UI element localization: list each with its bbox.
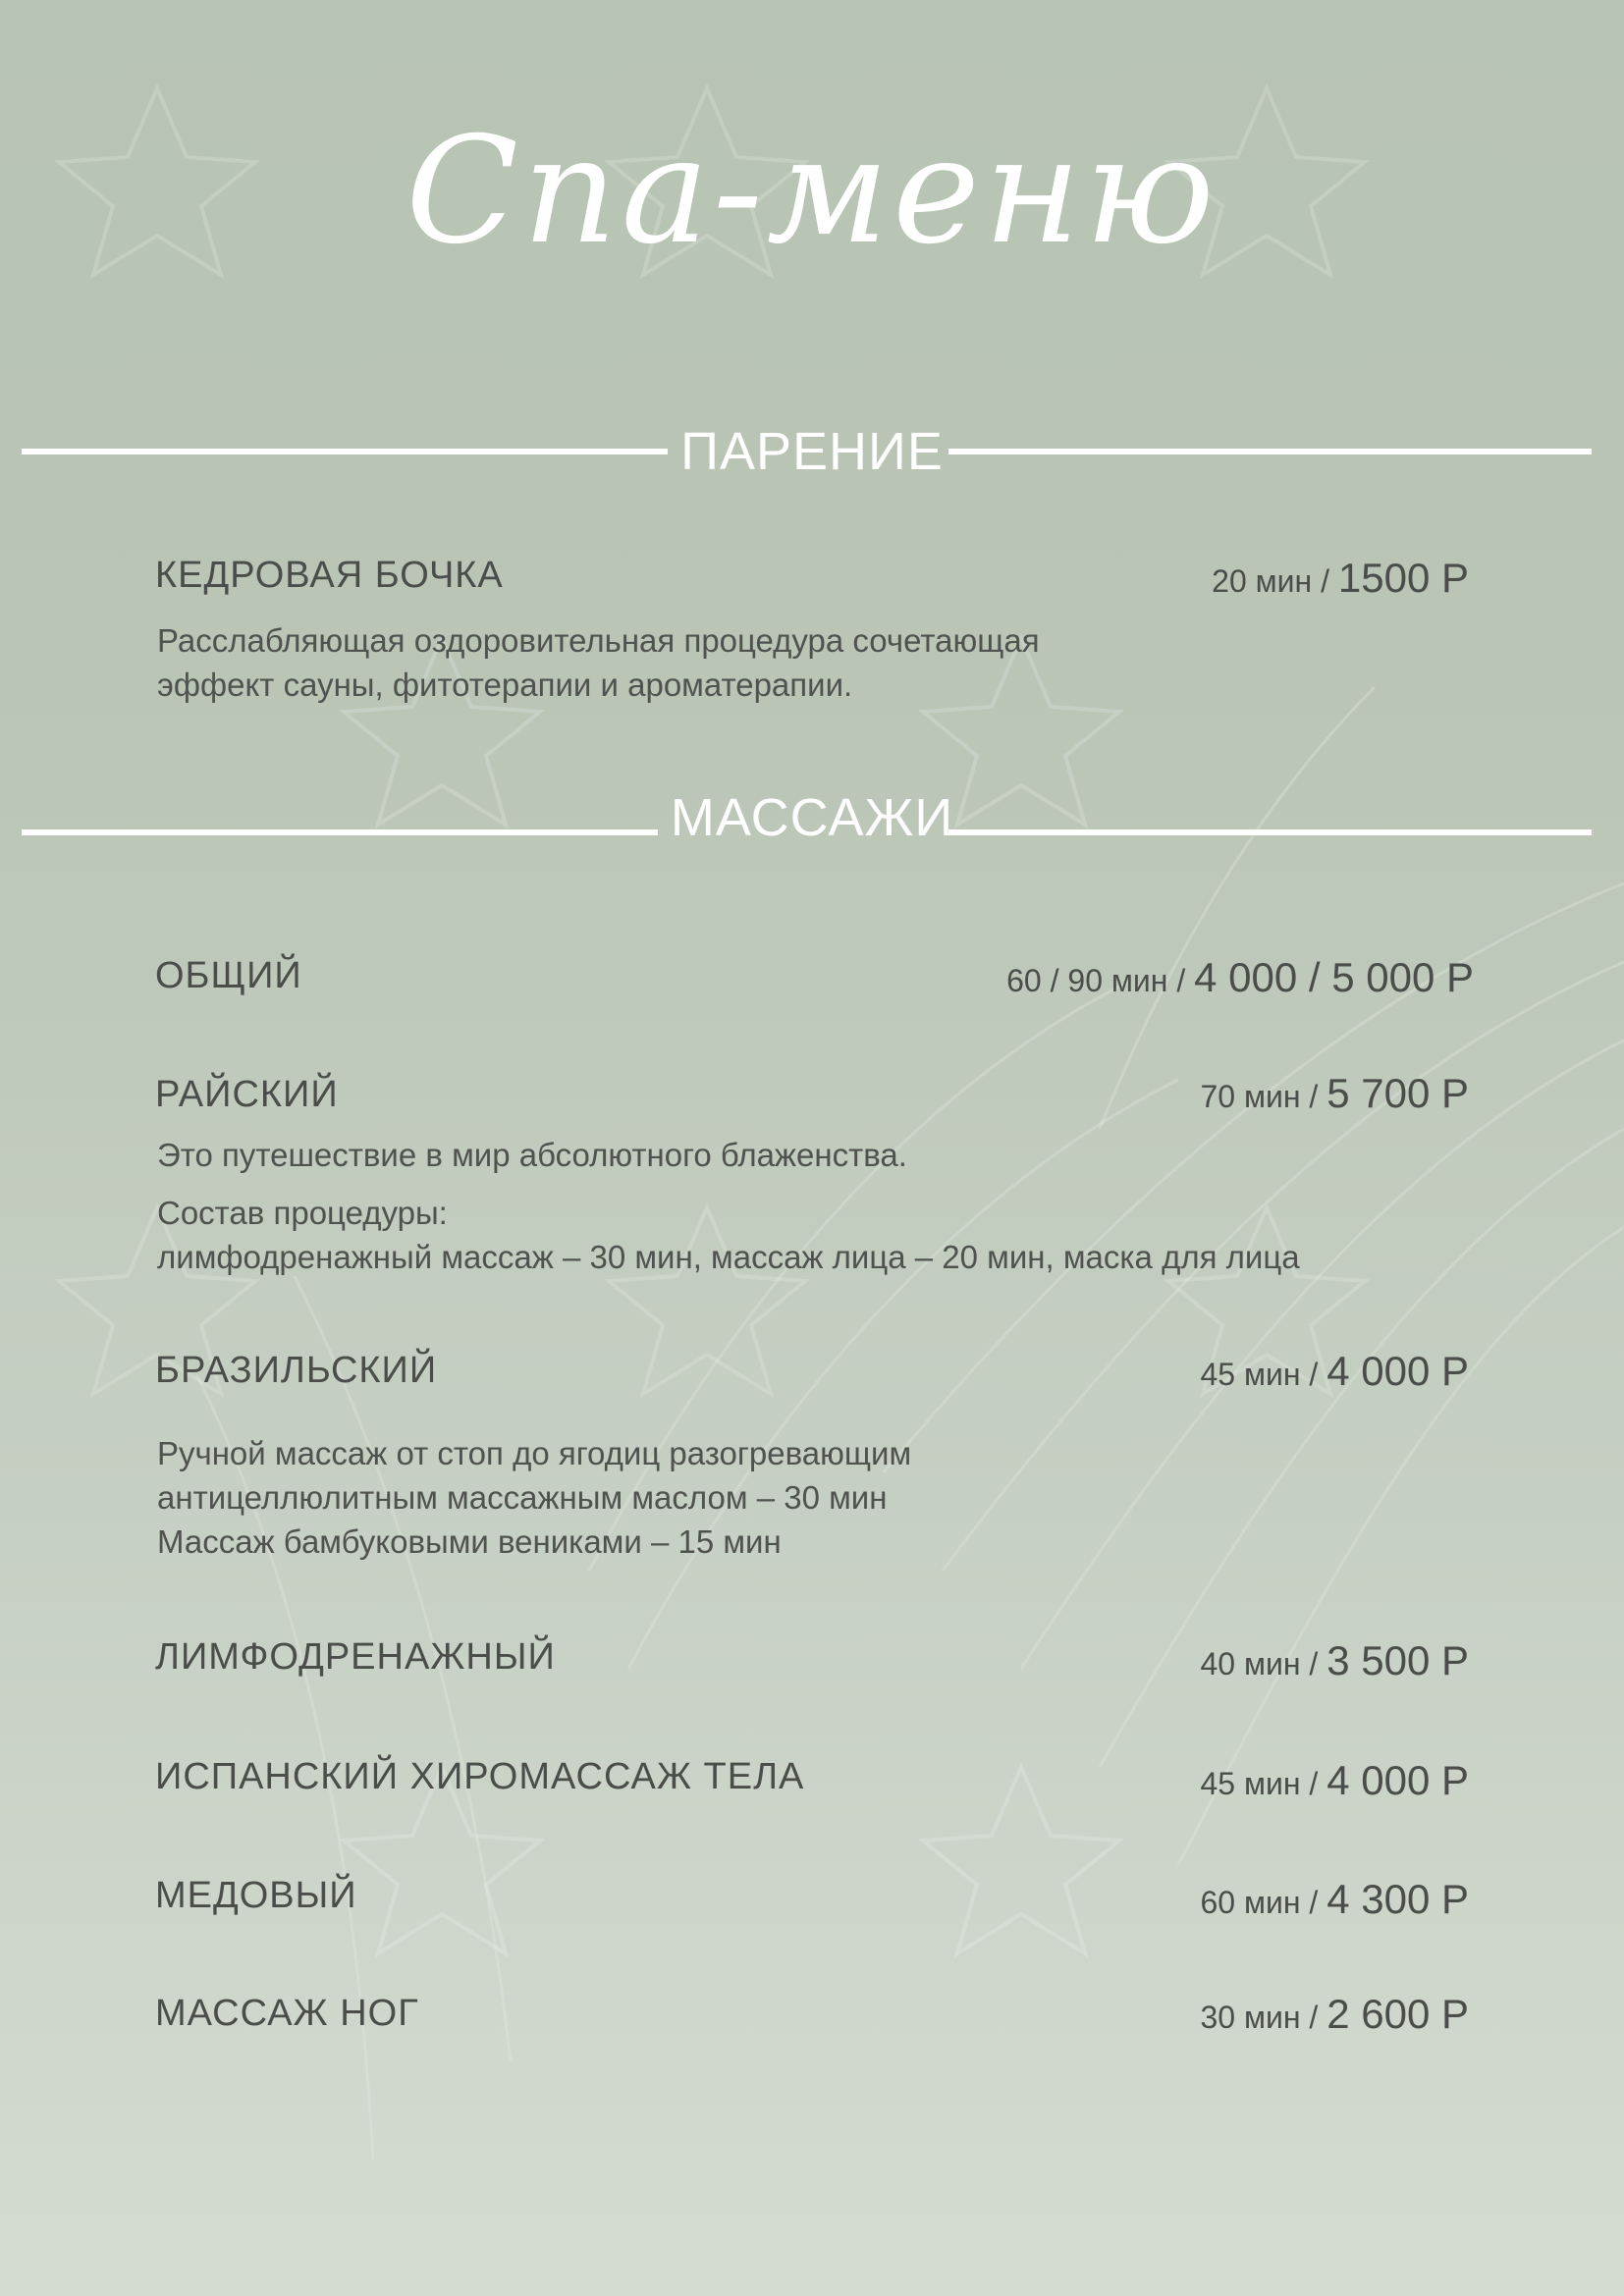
item-composition [157, 1191, 1300, 1279]
price-separator: / [1300, 1357, 1327, 1392]
section-title: МАССАЖИ [670, 788, 954, 847]
item-description [157, 618, 1040, 707]
item-price [1212, 555, 1469, 602]
item-amount: 4 000 / 5 000 Р [1194, 954, 1474, 1000]
page-title: Спа-меню [406, 106, 1218, 277]
item-amount: 2 600 Р [1326, 1991, 1469, 2037]
item-duration: 60 мин [1200, 1885, 1301, 1920]
item-name: МЕДОВЫЙ [155, 1875, 357, 1916]
item-description [157, 1431, 911, 1564]
price-separator: / [1167, 963, 1195, 998]
item-amount: 4 000 Р [1326, 1757, 1469, 1803]
item-name: ИСПАНСКИЙ ХИРОМАССАЖ ТЕЛА [155, 1756, 805, 1797]
section-title: ПАРЕНИЕ [680, 422, 944, 481]
item-price [1201, 1637, 1470, 1684]
price-separator: / [1300, 2000, 1327, 2035]
item-name: КЕДРОВАЯ БОЧКА [155, 555, 504, 596]
item-name: МАССАЖ НОГ [155, 1993, 419, 2034]
desc-line: Расслабляющая оздоровительная процедура сочетающая [157, 622, 1040, 659]
price-separator: / [1300, 1079, 1327, 1114]
item-name: БРАЗИЛЬСКИЙ [155, 1350, 438, 1391]
section-header-steaming [0, 412, 1624, 491]
price-separator: / [1300, 1646, 1327, 1682]
item-price [1201, 1991, 1470, 2038]
item-duration: 40 мин [1200, 1646, 1301, 1682]
desc-line: Состав процедуры: [157, 1195, 448, 1231]
item-price [1201, 1876, 1470, 1923]
item-price [1201, 1348, 1470, 1395]
item-amount: 3 500 Р [1326, 1637, 1469, 1683]
price-separator: / [1312, 563, 1338, 599]
price-separator: / [1300, 1885, 1327, 1920]
item-amount: 4 300 Р [1326, 1876, 1469, 1922]
item-price [1201, 1757, 1470, 1804]
item-amount: 4 000 Р [1326, 1348, 1469, 1394]
item-duration: 45 мин [1200, 1766, 1301, 1801]
section-header-massages [0, 778, 1624, 857]
item-name: ОБЩИЙ [155, 955, 302, 996]
desc-line: лимфодренажный массаж – 30 мин, массаж лица – 20 мин, маска для лица [157, 1239, 1300, 1275]
item-name: ЛИМФОДРЕНАЖНЫЙ [155, 1636, 556, 1678]
price-separator: / [1300, 1766, 1327, 1801]
item-duration: 30 мин [1200, 2000, 1301, 2035]
item-duration: 20 мин [1212, 563, 1313, 599]
item-duration: 70 мин [1200, 1079, 1301, 1114]
item-description [157, 1133, 907, 1177]
item-duration: 60 / 90 мин [1006, 963, 1168, 998]
desc-line: антицеллюлитным массажным маслом – 30 мин [157, 1479, 888, 1516]
desc-line: эффект сауны, фитотерапии и ароматерапии. [157, 667, 853, 703]
item-duration: 45 мин [1200, 1357, 1301, 1392]
item-amount: 1500 Р [1337, 555, 1469, 601]
item-price [1201, 1070, 1470, 1117]
desc-line: Массаж бамбуковыми вениками – 15 мин [157, 1523, 782, 1560]
desc-line: Это путешествие в мир абсолютного блаженства. [157, 1137, 907, 1173]
desc-line: Ручной массаж от стоп до ягодиц разогревающим [157, 1435, 912, 1471]
item-amount: 5 700 Р [1326, 1070, 1469, 1116]
item-price [1006, 954, 1474, 1001]
item-name: РАЙСКИЙ [155, 1074, 339, 1115]
